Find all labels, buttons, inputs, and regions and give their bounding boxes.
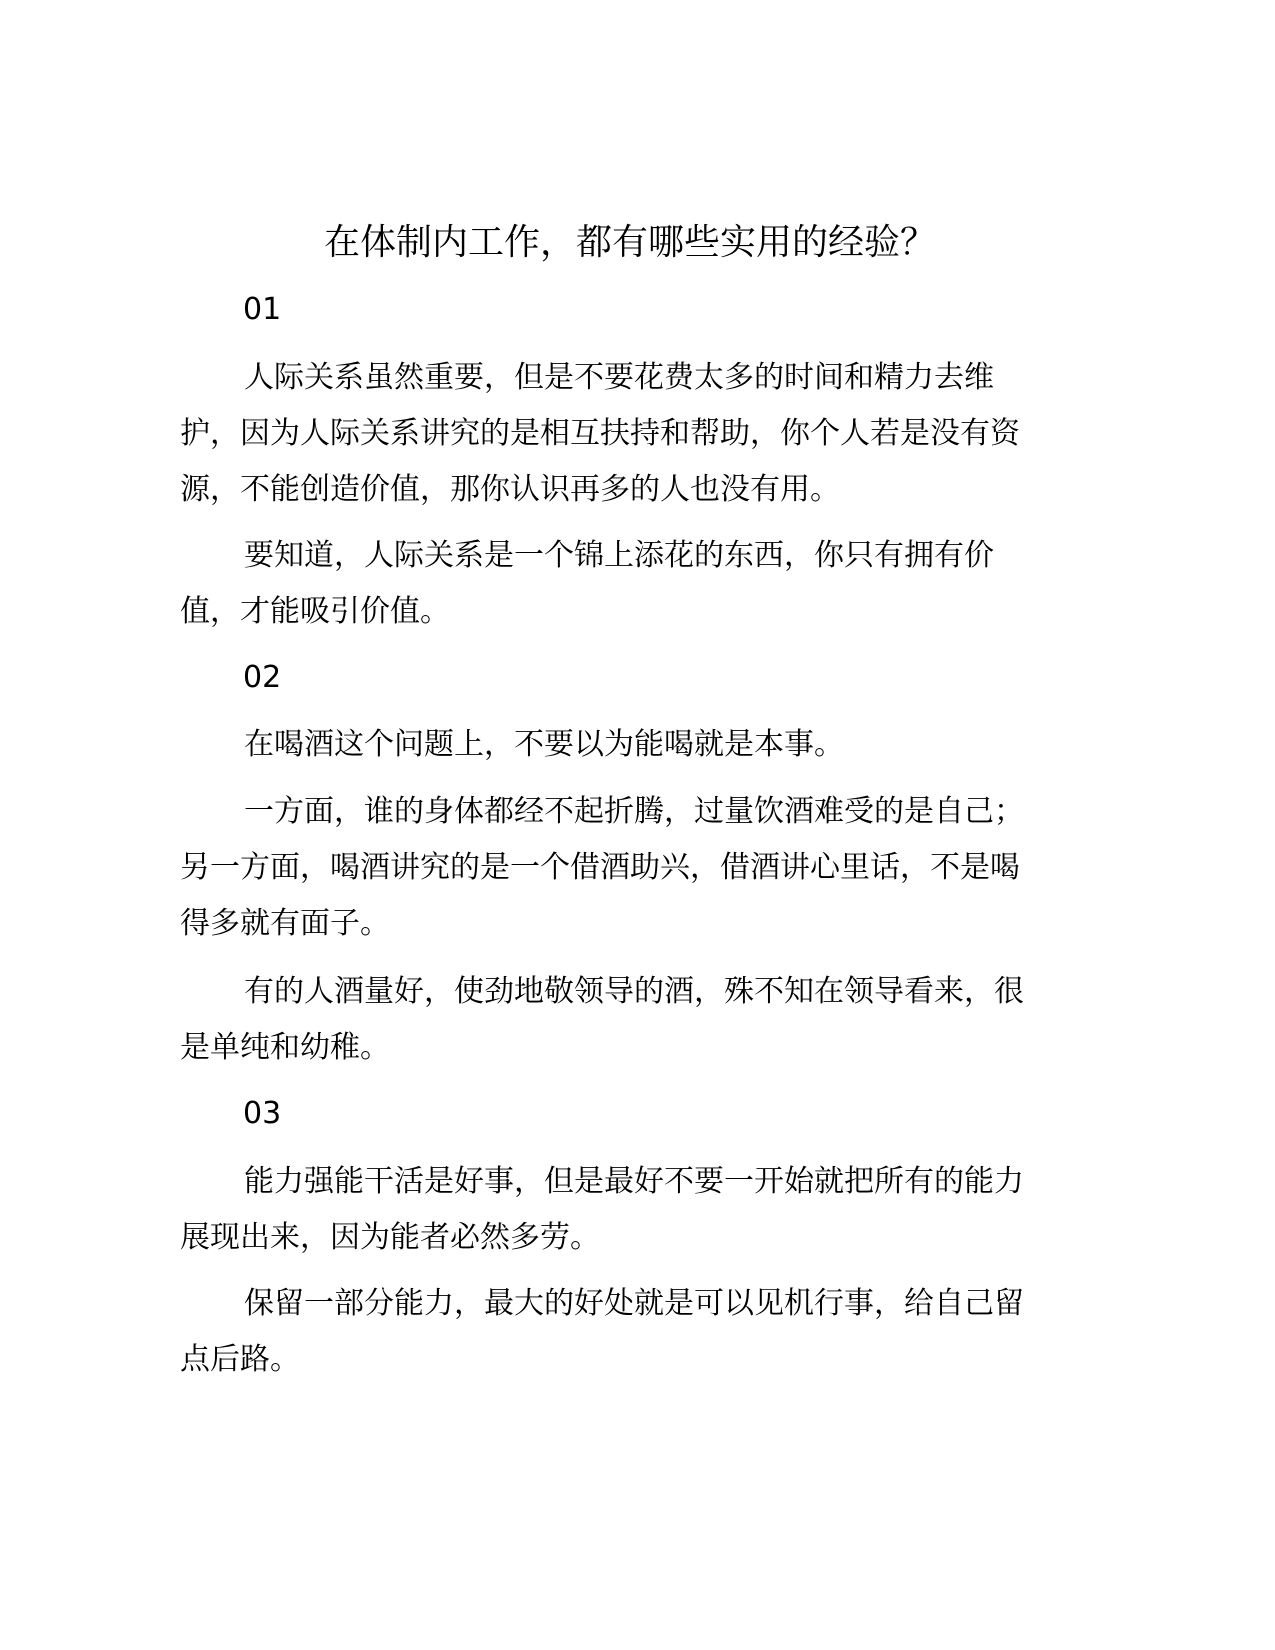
- section-number-03: 03: [243, 1096, 282, 1131]
- section-01-paragraph-2: 要知道，人际关系是一个锦上添花的东西，你只有拥有价值，才能吸引价值。: [180, 538, 994, 629]
- section-number-01: 01: [243, 292, 282, 327]
- page-title: 在体制内工作，都有哪些实用的经验？: [323, 222, 936, 263]
- section-number-02: 02: [243, 660, 282, 695]
- section-03-paragraph-1: 能力强能干活是好事，但是最好不要一开始就把所有的能力展现出来，因为能者必然多劳。: [180, 1164, 1024, 1255]
- section-02-paragraph-1: 在喝酒这个问题上，不要以为能喝就是本事。: [244, 727, 844, 762]
- section-02-paragraph-3: 有的人酒量好，使劲地敬领导的酒，殊不知在领导看来，很是单纯和幼稚。: [180, 974, 1024, 1065]
- section-03-paragraph-2: 保留一部分能力，最大的好处就是可以见机行事，给自己留点后路。: [180, 1286, 1024, 1377]
- section-02-paragraph-2: 一方面，谁的身体都经不起折腾，过量饮酒难受的是自己；另一方面，喝酒讲究的是一个借酒助兴，借酒讲心里话，不是喝得多就有面子。: [180, 794, 1024, 941]
- section-01-paragraph-1: 人际关系虽然重要，但是不要花费太多的时间和精力去维护，因为人际关系讲究的是相互扶持和帮助，你个人若是没有资源，不能创造价值，那你认识再多的人也没有用。: [180, 360, 1020, 507]
